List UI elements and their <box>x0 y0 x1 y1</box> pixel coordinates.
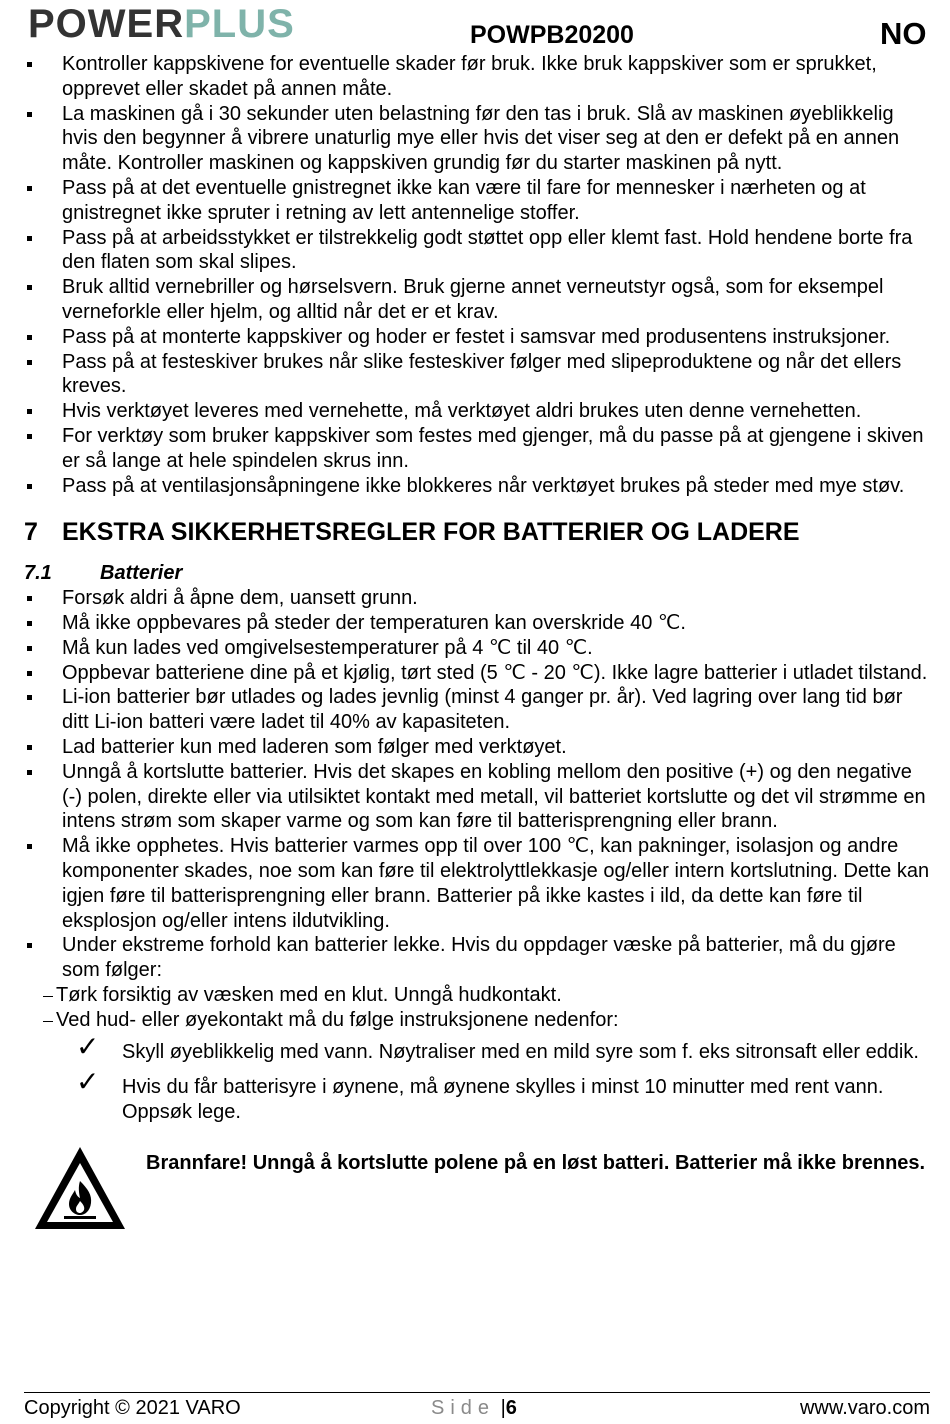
list-item: Unngå å kortslutte batterier. Hvis det skapes en kobling mellom den positive (+) og den negative (-) polen, direkte eller via utilsiktet kontakt med metall, vil batteriet kortslutte og det vil strømme en intens strøm som skaper varme og som kan føre til batterisprengning eller brann. <box>24 760 930 834</box>
list-item: La maskinen gå i 30 sekunder uten belastning før den tas i bruk. Slå av maskinen øyeblikkelig hvis den begynner å vibrere unaturlig mye eller hvis det viser seg at den er defekt på en annen måte. Kontroller maskinen og kappskiven grundig før du starter maskinen på nytt. <box>24 102 930 176</box>
fire-warning-block <box>24 1143 930 1235</box>
page-number: 6 <box>505 1397 517 1419</box>
list-item: Under ekstreme forhold kan batterier lekke. Hvis du oppdager væske på batterier, må du gjøre som følger: <box>24 933 930 983</box>
list-item: Oppbevar batteriene dine på et kjølig, tørt sted (5 ℃ - 20 ℃). Ikke lagre batterier i utladet tilstand. <box>24 661 930 686</box>
page-footer <box>24 1392 930 1423</box>
page-separator: | <box>500 1397 506 1419</box>
list-item: Forsøk aldri å åpne dem, uansett grunn. <box>24 586 930 611</box>
list-item: Pass på at festeskiver brukes når slike festeskiver følger med slipeproduktene og når det ellers kreves. <box>24 350 930 400</box>
logo-part-plus: PLUS <box>184 2 295 46</box>
safety-bullet-list <box>24 52 930 498</box>
subsection-heading <box>24 561 930 586</box>
list-item: Li-ion batterier bør utlades og lades jevnlig (minst 4 ganger pr. år). Ved lagring over lang tid bør ditt Li-ion batteri være ladet til 40% av kapasiteten. <box>24 685 930 735</box>
list-item: Må ikke oppbevares på steder der temperaturen kan overskride 40 ℃. <box>24 611 930 636</box>
list-item <box>24 1031 930 1065</box>
model-number: POWPB20200 <box>470 21 634 49</box>
list-item: Pass på at monterte kappskiver og hoder er festet i samsvar med produsentens instruksjoner. <box>24 325 930 350</box>
list-item: Kontroller kappskivene for eventuelle skader før bruk. Ikke bruk kappskiver som er sprukket, opprevet eller skadet på annen måte. <box>24 52 930 102</box>
language-code: NO <box>880 16 927 51</box>
fire-hazard-icon <box>32 1143 128 1233</box>
list-item <box>24 1066 930 1125</box>
checkmark-icon: ✓ <box>76 1066 100 1098</box>
warning-text: Brannfare! Unngå å kortslutte polene på en løst batteri. Batterier må ikke brennes. <box>146 1151 926 1174</box>
logo-part-power: POWER <box>28 2 185 46</box>
list-item: Pass på at arbeidsstykket er tilstrekkelig godt støttet opp eller klemt fast. Hold hendene borte fra den flaten som skal slipes. <box>24 226 930 276</box>
brand-logo <box>28 2 295 46</box>
list-item: Pass på at ventilasjonsåpningene ikke blokkeres når verktøyet brukes på steder med mye støv. <box>24 474 930 499</box>
check-text: Skyll øyeblikkelig med vann. Nøytraliser med en mild syre som f. eks sitronsaft eller eddik. <box>122 1041 919 1064</box>
list-item: For verktøy som bruker kappskiver som festes med gjenger, må du passe på at gjengene i skiven er så lange at hele spindelen skrus inn. <box>24 424 930 474</box>
battery-bullet-list <box>24 586 930 983</box>
leak-steps-list <box>24 983 930 1033</box>
copyright-text: Copyright © 2021 VARO <box>24 1397 241 1419</box>
page-indicator <box>431 1397 517 1420</box>
first-aid-checklist <box>24 1031 930 1124</box>
section-heading <box>24 517 930 547</box>
list-item: Bruk alltid vernebriller og hørselsvern. Bruk gjerne annet verneutstyr også, som for eksempel verneforkle eller hjelm, og alltid når det er et krav. <box>24 275 930 325</box>
list-item: Lad batterier kun med laderen som følger med verktøyet. <box>24 735 930 760</box>
website-url: www.varo.com <box>799 1397 930 1419</box>
list-item: Pass på at det eventuelle gnistregnet ikke kan være til fare for mennesker i nærheten og at gnistregnet ikke spruter i retning av lett antennelige stoffer. <box>24 176 930 226</box>
list-item: Må ikke opphetes. Hvis batterier varmes opp til over 100 ℃, kan pakninger, isolasjon og andre komponenter skades, noe som kan føre til elektrolyttlekkasje og/eller intern kortslutning. Dette kan igjen føre til batterisprengning eller brann. Batterier på ikke kastes i ild, da dette kan føre til eksplosjon og/eller intens ildutvikling. <box>24 834 930 933</box>
list-item: Må kun lades ved omgivelsestemperaturer på 4 ℃ til 40 ℃. <box>24 636 930 661</box>
subsection-number: 7.1 <box>24 562 52 585</box>
section-number: 7 <box>24 518 38 547</box>
subsection-title: Batterier <box>100 562 183 585</box>
list-item: Tørk forsiktig av væsken med en klut. Unngå hudkontakt. <box>24 983 930 1008</box>
check-text: Hvis du får batterisyre i øynene, må øynene skylles i minst 10 minutter med rent vann. Oppsøk lege. <box>122 1076 884 1124</box>
checkmark-icon: ✓ <box>76 1031 100 1063</box>
page-header <box>0 0 950 52</box>
page-content <box>24 52 930 1235</box>
section-title: EKSTRA SIKKERHETSREGLER FOR BATTERIER OG LADERE <box>62 518 800 547</box>
side-label: Side <box>431 1397 496 1419</box>
list-item: Ved hud- eller øyekontakt må du følge instruksjonene nedenfor: <box>24 1008 930 1033</box>
list-item: Hvis verktøyet leveres med vernehette, må verktøyet aldri brukes uten denne vernehetten. <box>24 399 930 424</box>
